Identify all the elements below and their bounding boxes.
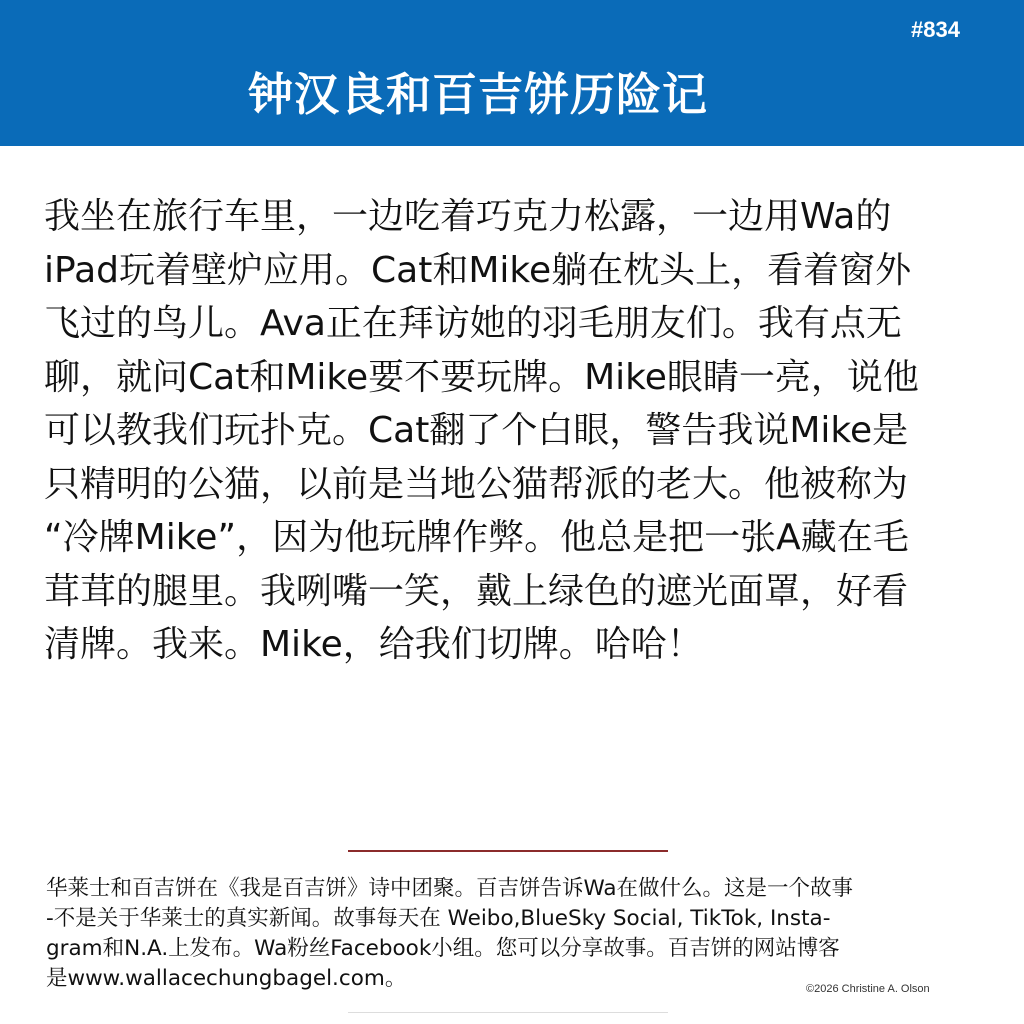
section-divider bbox=[348, 850, 668, 852]
story-line: 清牌。我来。Mike，给我们切牌。哈哈！ bbox=[44, 624, 703, 665]
issue-number: #834 bbox=[911, 17, 960, 42]
story-line: 飞过的鸟儿。Ava正在拜访她的羽毛朋友们。我有点无 bbox=[44, 303, 902, 344]
footnote-text bbox=[46, 874, 986, 994]
story-line: 茸茸的腿里。我咧嘴一笑，戴上绿色的遮光面罩，好看 bbox=[44, 570, 909, 612]
story-line: iPad玩着壁炉应用。Cat和Mike躺在枕头上，看着窗外 bbox=[44, 249, 912, 291]
bottom-rule bbox=[348, 1012, 668, 1013]
header-banner bbox=[0, 0, 1024, 146]
story-line: 可以教我们玩扑克。Cat翻了个白眼，警告我说Mike是 bbox=[44, 410, 909, 451]
story-line: 只精明的公猫，以前是当地公猫帮派的老大。他被称为 bbox=[44, 463, 909, 505]
footnote-line: 是www.wallacechungbagel.com。 bbox=[46, 966, 407, 991]
story-line: 我坐在旅行车里，一边吃着巧克力松露，一边用Wa的 bbox=[44, 196, 892, 237]
story-line: “冷牌Mike”，因为他玩牌作弊。他总是把一张A藏在毛 bbox=[44, 517, 909, 558]
copyright-notice: ©2026 Christine A. Olson bbox=[806, 983, 930, 995]
story-text bbox=[44, 190, 984, 672]
footnote-line: gram和N.A.上发布。Wa粉丝Facebook小组。您可以分享故事。百吉饼的网站博客 bbox=[46, 936, 840, 961]
story-line: 聊，就问Cat和Mike要不要玩牌。Mike眼睛一亮，说他 bbox=[44, 356, 919, 398]
page-title: 钟汉良和百吉饼历险记 bbox=[247, 68, 708, 121]
footnote-line: 华莱士和百吉饼在《我是百吉饼》诗中团聚。百吉饼告诉Wa在做什么。这是一个故事 bbox=[46, 876, 854, 901]
footnote-line: -不是关于华莱士的真实新闻。故事每天在 Weibo,BlueSky Social, TikTok, Insta- bbox=[46, 906, 831, 931]
